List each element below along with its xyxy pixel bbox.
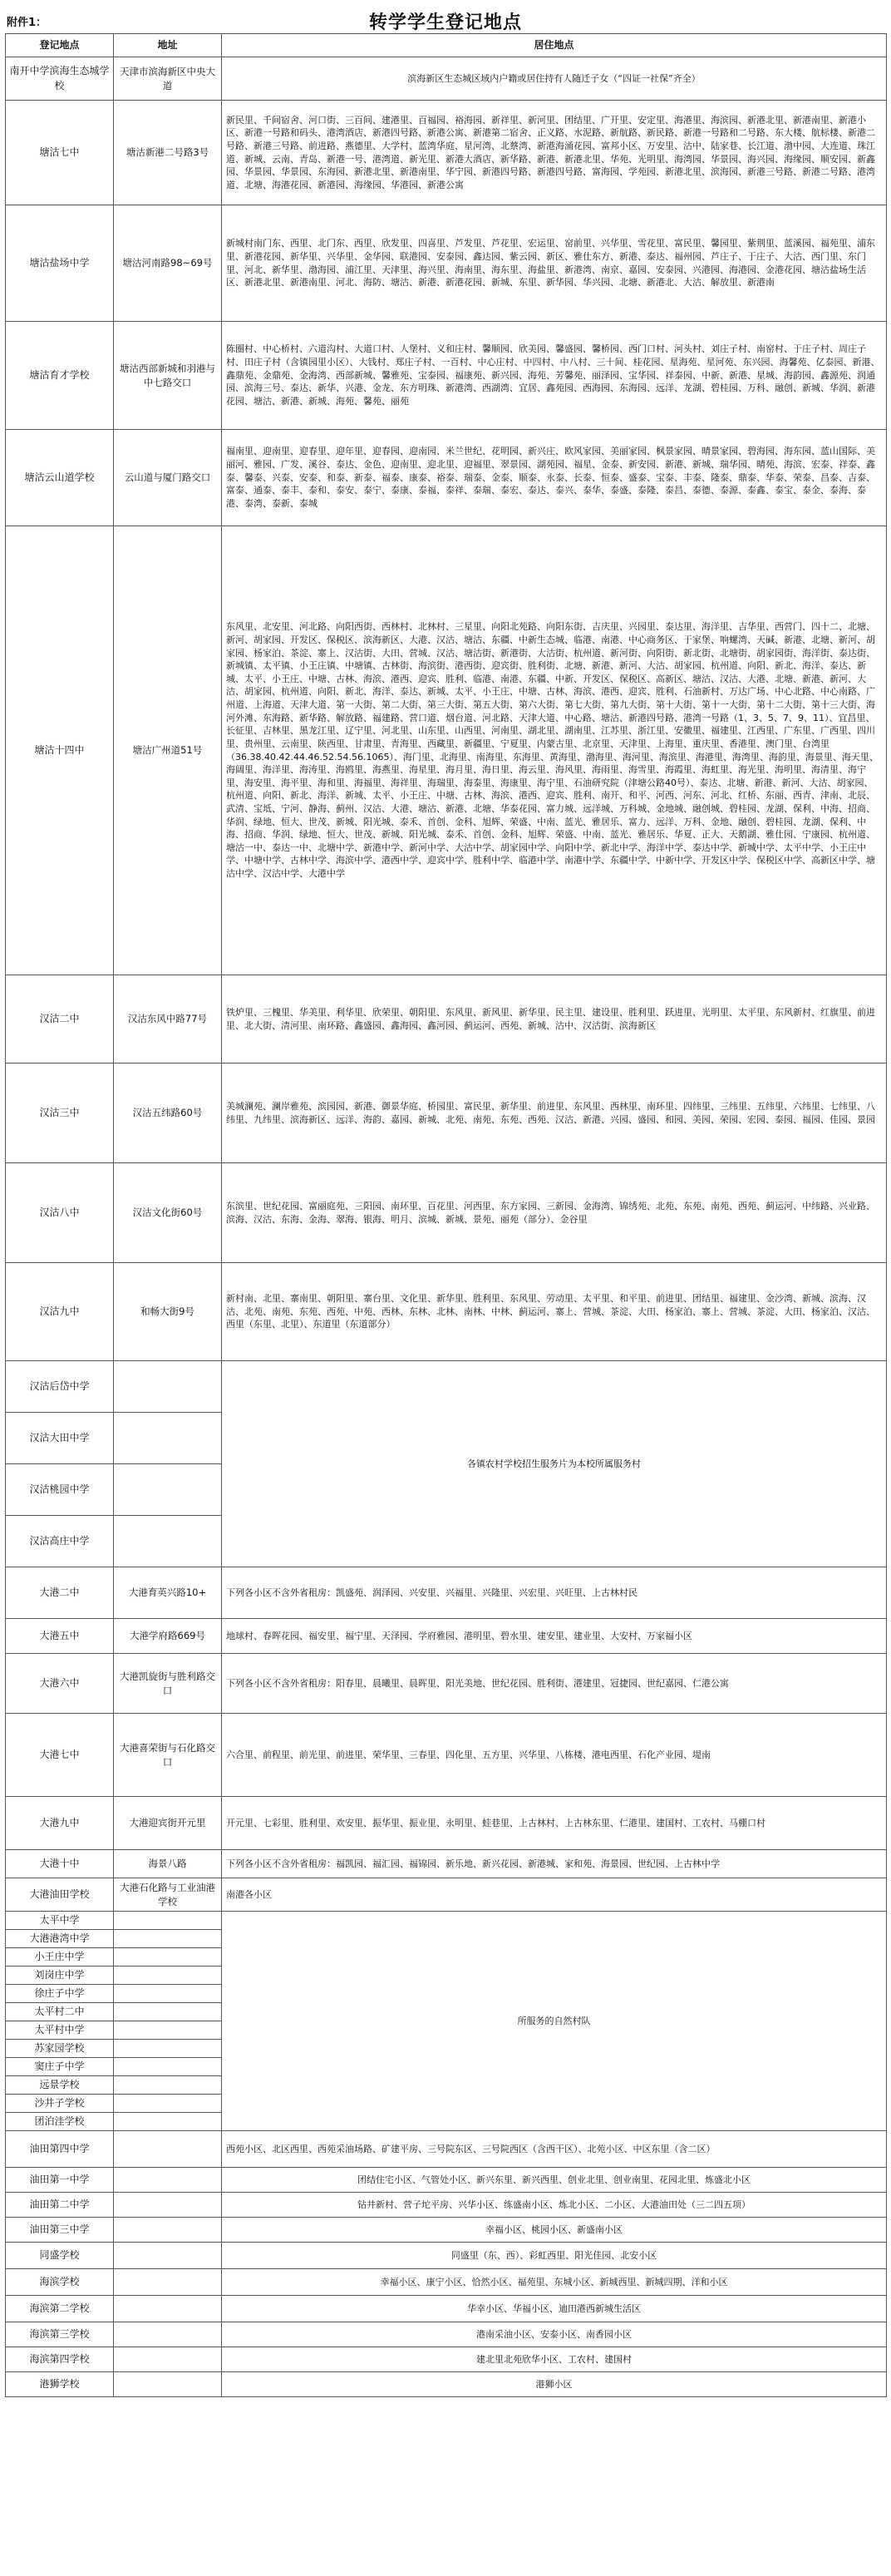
table-row bbox=[6, 1714, 887, 1797]
school-name: 汉沽大田中学 bbox=[6, 1413, 114, 1464]
table-row bbox=[6, 2218, 887, 2243]
table-row bbox=[6, 1567, 887, 1619]
school-name: 汉沽桃园中学 bbox=[6, 1464, 114, 1516]
table-row bbox=[6, 1878, 887, 1912]
school-address: 大港凯旋街与胜利路交口 bbox=[114, 1654, 222, 1714]
school-address bbox=[114, 1930, 222, 1948]
school-name: 塘沽育才学校 bbox=[6, 322, 114, 430]
school-name: 窦庄子中学 bbox=[6, 2058, 114, 2076]
school-address: 塘沽河南路98~69号 bbox=[114, 205, 222, 322]
school-address bbox=[114, 2095, 222, 2113]
school-address bbox=[114, 1948, 222, 1967]
residence-areas: 钻井新村、营子坨平房、兴华小区、练盛南小区、炼北小区、二小区、大港油田处（三二四五项） bbox=[222, 2193, 887, 2218]
table-row bbox=[6, 1263, 887, 1361]
table-row bbox=[6, 205, 887, 322]
school-name: 海滨学校 bbox=[6, 2269, 114, 2296]
table-row bbox=[6, 1619, 887, 1654]
school-address bbox=[114, 2296, 222, 2322]
residence-areas: 滨海新区生态城区域内户籍或居住持有人随迁子女（“四证一社保”齐全） bbox=[222, 57, 887, 101]
school-address bbox=[114, 2269, 222, 2296]
school-name: 海滨第二学校 bbox=[6, 2296, 114, 2322]
column-header-address: 地址 bbox=[114, 34, 222, 57]
residence-areas: 下列各小区不含外省租房：阳春里、晨曦里、晨晖里、阳光美地、世纪花园、胜利街、港建里、冠捷园、世纪嘉园、仁港公寓 bbox=[222, 1654, 887, 1714]
table-row bbox=[6, 2193, 887, 2218]
school-address: 和畅大街9号 bbox=[114, 1263, 222, 1361]
school-address: 海景八路 bbox=[114, 1850, 222, 1878]
school-address: 汉沽五纬路60号 bbox=[114, 1063, 222, 1163]
residence-areas: 幸福小区、桃园小区、新盛南小区 bbox=[222, 2218, 887, 2243]
school-address: 塘沽新港二号路3号 bbox=[114, 101, 222, 205]
service-area-group-villages: 所服务的自然村队 bbox=[222, 1912, 887, 2131]
school-name: 太平村二中 bbox=[6, 2003, 114, 2021]
school-name: 大港五中 bbox=[6, 1619, 114, 1654]
school-name: 团泊洼学校 bbox=[6, 2113, 114, 2131]
school-name: 塘沽云山道学校 bbox=[6, 430, 114, 526]
school-address bbox=[114, 2058, 222, 2076]
column-header-areas: 居住地点 bbox=[222, 34, 887, 57]
school-name: 塘沽七中 bbox=[6, 101, 114, 205]
residence-areas: 新村南、北里、寨南里、朝阳里、寨台里、文化里、新华里、胜利里、东风里、劳动里、太平里、和平里、前进里、团结里、福建里、金沙湾、新城、滨海、汉沽、北苑、南苑、东苑、西苑、中苑、西林、东林、北林、南林、中林、蓟运河、寨上、营城、茶淀、大田、杨家泊、寨上、营城、茶淀、大田、杨家泊、汉沽、西里（东里、北里）、东道里（东道部分） bbox=[222, 1263, 887, 1361]
residence-areas: 下列各小区不含外省租房：福凯园、福汇园、福锦园、新乐地、新兴花园、新港城、家和苑、海景园、世纪园、上古林中学 bbox=[222, 1850, 887, 1878]
residence-areas: 地球村、春晖花园、福安里、福宁里、天泽园、学府雅园、港明里、碧水里、建安里、建业里、大安村、万家福小区 bbox=[222, 1619, 887, 1654]
school-name: 油田第二中学 bbox=[6, 2193, 114, 2218]
school-address bbox=[114, 2113, 222, 2131]
table-row bbox=[6, 2131, 887, 2168]
school-address bbox=[114, 2218, 222, 2243]
school-address: 塘沽西部新城和羽港与中七路交口 bbox=[114, 322, 222, 430]
residence-areas: 同盛里（东、西）、彩虹西里、阳光佳园、北安小区 bbox=[222, 2243, 887, 2269]
table-row bbox=[6, 2296, 887, 2322]
school-name: 汉沽二中 bbox=[6, 975, 114, 1063]
school-name: 太平中学 bbox=[6, 1912, 114, 1930]
school-address bbox=[114, 2131, 222, 2168]
school-address: 汉沽东风中路77号 bbox=[114, 975, 222, 1063]
table-row bbox=[6, 1361, 887, 1413]
school-address bbox=[114, 2193, 222, 2218]
school-address: 云山道与厦门路交口 bbox=[114, 430, 222, 526]
table-row bbox=[6, 1850, 887, 1878]
school-name: 塘沽盐场中学 bbox=[6, 205, 114, 322]
residence-areas: 陈圈村、中心桥村、六道沟村、大道口村、人堡村、义和庄村、馨顺园、欣美园、馨盛园、馨桥园、西门口村、河头村、刘庄子村、南窑村、于庄子村、周庄子村、田庄子村（含镇园里小区）、大钱村、郑庄子村、一百村、中心庄村、中四村、中八村、三十间、桂花园、星海苑、星河苑、东兴园、海馨苑、亿泰园、新港、鑫鼎苑、金鼎苑、金海湾、西部新城、馨雅苑、宝泰园、福康苑、新兴园、海苑、芳馨苑、丽泽园、宝华园、祥泰园、中新、新港、星城、海韵园、鑫源苑、润通园、滨海三号、泰达、新华、兴港、金龙、东方明珠、新港湾、西湖湾、宜居、鑫苑园、西海园、东海园、远洋、龙湖、碧桂园、万科、融创、新城、华润、新港花园、塘沽、新港、新城、海苑、馨苑、丽苑 bbox=[222, 322, 887, 430]
school-address bbox=[114, 2168, 222, 2193]
school-address: 大港学府路669号 bbox=[114, 1619, 222, 1654]
residence-areas-text: 下列各小区不含外省租房：凯盛苑、润泽园、兴安里、兴福里、兴隆里、兴宏里、兴旺里、上古林村民 bbox=[226, 1587, 637, 1598]
school-address bbox=[114, 2076, 222, 2095]
school-name: 大港六中 bbox=[6, 1654, 114, 1714]
school-name: 大港港湾中学 bbox=[6, 1930, 114, 1948]
residence-areas: 幸福小区、康宁小区、恰然小区、福苑里、东城小区、新城西里、新城四期、洋和小区 bbox=[222, 2269, 887, 2296]
residence-areas: 建北里北苑欣华小区、工农村、建国村 bbox=[222, 2347, 887, 2372]
school-name: 海滨第四学校 bbox=[6, 2347, 114, 2372]
residence-areas: 新民里、千间宿舍、河口街、三百间、建港里、百福园、裕海园、新祥里、新河里、团结里、广开里、安定里、海港里、海滨园、新港北里、新港南里、新港小区、新港一号路和码头、港湾酒店、新港四号路、新港公寓、新港第二宿舍、正义路、水泥路、新航路、新民路、新港一号路和二号路、东大楼、航标楼、新港二号路、新港三号路、前进路、燕德里、大学村、蓝湾华庭、星河湾、北蔡湾、新港海涌花园、富邦小区、万安里、沽中、陆家巷、长江道、渤中园、大连道、珠江道、新城、云南、青岛、新港一号、港湾道、新光里、新港大酒店、新华路、新港、新港北里、华苑、光明里、海湾园、华景园、海兴园、海缘园、顺安园、新鑫园、华景园、华景园、东海园、新港北里、新港南里、华宁园、新港四号路、新港四号路、富海园、学苑园、新港北里、滨海园、新港三号路、新港二号路、港湾道、北塘、海港花园、新港园、海缘园、华港园、新港公寓 bbox=[222, 101, 887, 205]
residence-areas: 新城村南门东、西里、北门东、西里、欣发里、四喜里、芦发里、芦花里、宏运里、窑前里、兴华里、雪花里、富民里、馨园里、紫荆里、蓝溪园、福苑里、浦东里、新港花园、新华里、兴华里、金华园、联港园、安泰园、鑫达园、紫云园、新区、雅仕东方、新港、泰达、福州园、芦庄子、于庄子、大沽、西门里、东门里、河北、新华里、渤海园、浦江里、天津里、海兴里、海南里、海东里、海盐里、新港湾、南京、嘉园、安泰园、兴港园、海港园、金港花园、塘沽盐场生活区、新港北里、新港南里、河北、海防、塘沽、新港、新港花园、新城、东里、新华园、华兴园、北塘、新港北、大沽、解放里、新港南 bbox=[222, 205, 887, 322]
residence-areas: 开元里、七彩里、胜利里、欢安里、振华里、振业里、永明里、蛙巷里、上古林村、上古林东里、仁港里、建国村、工农村、马棚口村 bbox=[222, 1797, 887, 1850]
school-address: 大港石化路与工业油港学校 bbox=[114, 1878, 222, 1912]
residence-areas: 华幸小区、华福小区、迪田港西新城生活区 bbox=[222, 2296, 887, 2322]
school-address: 天津市滨海新区中央大道 bbox=[114, 57, 222, 101]
school-name: 大港二中 bbox=[6, 1567, 114, 1619]
school-address bbox=[114, 1464, 222, 1516]
service-area-group-rural: 各镇农村学校招生服务片为本校所属服务村 bbox=[222, 1361, 887, 1567]
table-row bbox=[6, 1654, 887, 1714]
residence-areas: 福南里、迎南里、迎春里、迎年里、迎春园、迎南园、米兰世纪、花明园、新兴庄、欧风家园、美丽家园、枫景家园、晴景家园、碧海园、海东园、蓝山国际、美丽河、雅园、广发、溪谷、泰达、金色、迎南里、迎北里、迎福里、翠景园、湖苑园、福星、金泰、新安园、新港、新城、瑞华园、晴苑、海滨、宏泰、祥泰、鑫泰、馨泰、兴泰、安泰、和泰、新泰、福泰、康泰、裕泰、瑞泰、金泰、顺泰、永泰、长泰、恒泰、盛泰、宝泰、丰泰、隆泰、鼎泰、华泰、荣泰、昌泰、吉泰、富泰、通泰、泰丰、泰和、泰安、泰宁、泰康、泰福、泰祥、泰瑞、泰宏、泰达、泰兴、泰华、泰盛、泰隆、泰昌、泰德、泰源、泰鑫、泰宝、泰金、泰海、泰港、泰湾、泰新、泰城 bbox=[222, 430, 887, 526]
table-row bbox=[6, 57, 887, 101]
school-address bbox=[114, 2040, 222, 2058]
school-name: 南开中学滨海生态城学校 bbox=[6, 57, 114, 101]
school-address bbox=[114, 2322, 222, 2347]
table-row bbox=[6, 2269, 887, 2296]
school-address bbox=[114, 2003, 222, 2021]
school-name: 同盛学校 bbox=[6, 2243, 114, 2269]
school-address bbox=[114, 2243, 222, 2269]
table-row bbox=[6, 1797, 887, 1850]
school-address: 大港迎宾街开元里 bbox=[114, 1797, 222, 1850]
school-name: 海滨第三学校 bbox=[6, 2322, 114, 2347]
document-title: 转学学生登记地点 bbox=[368, 12, 522, 33]
table-row bbox=[6, 975, 887, 1063]
school-name: 小王庄中学 bbox=[6, 1948, 114, 1967]
attachment-label: 附件1： bbox=[7, 17, 47, 29]
school-address bbox=[114, 2347, 222, 2372]
school-name: 大港十中 bbox=[6, 1850, 114, 1878]
school-name: 汉沽八中 bbox=[6, 1163, 114, 1263]
school-address: 大港喜荣街与石化路交口 bbox=[114, 1714, 222, 1797]
residence-areas: 南港各小区 bbox=[222, 1878, 887, 1912]
school-address: 塘沽广州道51号 bbox=[114, 526, 222, 975]
school-address bbox=[114, 1912, 222, 1930]
school-name: 油田第四中学 bbox=[6, 2131, 114, 2168]
school-name: 汉沽后岱中学 bbox=[6, 1361, 114, 1413]
school-address bbox=[114, 1361, 222, 1413]
residence-areas: 港南采油小区、安泰小区、南香园小区 bbox=[222, 2322, 887, 2347]
school-address: 大港育英兴路10+ bbox=[114, 1567, 222, 1619]
residence-areas: 东风里、北安里、河北路、向阳西街、西林村、北林村、三星里、向阳北苑路、向阳东街、吉庆里、兴园里、泰达里、海洋里、吉华里、西营门、四十二、北塘、新河、胡家园、开发区、保税区、滨海新区、大港、汉沽、塘沽、东疆、中新生态城、临港、南港、中心商务区、于家堡、响螺湾、天碱、新港、北塘、新河、胡家园、杨家泊、茶淀、寨上、汉沽街、大田、营城、汉沽、塘沽街、新港街、大沽街、杭州道、新河街、向阳街、新北街、北塘街、胡家园街、海洋街、泰达街、新城镇、太平镇、小王庄镇、中塘镇、古林街、海滨街、港西街、迎宾街、胜利街、北塘、新港、新河、大沽、胡家园、杭州道、向阳、新北、海洋、泰达、新城、太平、小王庄、中塘、古林、海滨、港西、迎宾、胜利、临港、南港、东疆、中新、开发区、保税区、高新区、塘沽、汉沽、大港、北塘、新港、新河、大沽、胡家园、杭州道、向阳、新北、海洋、泰达、新城、太平、小王庄、中塘、古林、海滨、港西、迎宾、胜利、石油新村、万达广场、中心北路、中心南路、广州道、上海道、天津大道、第一大街、第二大街、第三大街、第五大街、第六大街、第七大街、第九大街、第十大街、第十一大街、第十二大街、第十三大街、海河外滩、东海路、新华路、解放路、福建路、营口道、烟台道、河北路、天津大道、中心路、塘沽、新港四号路、港湾一号路（1、3、5、7、9、11）、宜昌里、长征里、吉林里、黑龙江里、辽宁里、河北里、山东里、山西里、河南里、湖北里、湖南里、江苏里、浙江里、安徽里、福建里、江西里、广东里、广西里、四川里、贵州里、云南里、陕西里、甘肃里、青海里、西藏里、新疆里、宁夏里、内蒙古里、北京里、天津里、上海里、重庆里、香港里、澳门里、台湾里（36.38.40.42.44.46.52.54.56.1065）、海门里、北海里、南海里、东海里、黄海里、渤海里、海河里、海滨里、海港里、海湾里、海韵里、海景里、海天里、海阔里、海洋里、海涛里、海鸥里、海燕里、海星里、海月里、海日里、海云里、海风里、海雨里、海雪里、海霞里、海虹里、海光里、海明里、海清里、海宁里、海安里、海平里、海和里、海福里、海祥里、海瑞里、海泰里、海康里、海宁里、石油研究院（津塘公路40号）、泰达、北塘、新港、新河、大沽、胡家园、杭州道、向阳、新北、海洋、新城、太平、小王庄、中塘、古林、海滨、港西、迎宾、胜利、南开、和平、河西、河东、河北、红桥、东丽、西青、津南、北辰、武清、宝坻、宁河、静海、蓟州、汉沽、大港、塘沽、新港、北塘、华泰花园、富力城、远洋城、万科城、金地城、融创城、碧桂园、龙湖、保利、中海、招商、华润、绿地、恒大、世茂、新城、阳光城、泰禾、首创、金科、旭辉、荣盛、中南、蓝光、雅居乐、富力、远洋、万科、金地、融创、碧桂园、龙湖、保利、中海、招商、华润、绿地、恒大、世茂、新城、阳光城、泰禾、首创、金科、旭辉、荣盛、中南、蓝光、雅居乐、华夏、正大、天鹅湖、雅仕园、宁康园、杭州道、塘沽一中、泰达一中、北塘中学、新港中学、新河中学、大沽中学、胡家园中学、向阳中学、新北中学、海洋中学、泰达中学、新城中学、太平中学、小王庄中学、中塘中学、古林中学、海滨中学、港西中学、迎宾中学、胜利中学、临港中学、南港中学、东疆中学、中新中学、开发区中学、保税区中学、高新区中学、塘沽中学、汉沽中学、大港中学 bbox=[222, 526, 887, 975]
school-address bbox=[114, 1413, 222, 1464]
school-name: 汉沽高庄中学 bbox=[6, 1516, 114, 1567]
school-address bbox=[114, 1985, 222, 2003]
school-address bbox=[114, 2372, 222, 2397]
school-name: 刘岗庄中学 bbox=[6, 1967, 114, 1985]
school-name: 远景学校 bbox=[6, 2076, 114, 2095]
table-row bbox=[6, 322, 887, 430]
table-header-row bbox=[6, 34, 887, 57]
school-name: 港狮学校 bbox=[6, 2372, 114, 2397]
residence-areas: 六合里、前程里、前光里、前进里、荣华里、三春里、四化里、五方里、兴华里、八栋楼、港电西里、石化产业园、堤南 bbox=[222, 1714, 887, 1797]
table-row bbox=[6, 1063, 887, 1163]
school-name: 大港油田学校 bbox=[6, 1878, 114, 1912]
residence-areas: 美城澜苑、澜岸雅苑、滨园园、新港、御景华庭、桥园里、富民里、新华里、前进里、东风里、西林里、南环里、四纬里、三纬里、五纬里、六纬里、七纬里、八纬里、九纬里、滨海新区、远洋、海韵、嘉园、新城、北苑、南苑、东苑、西苑、汉沽、新港、兴园、盛园、和园、美园、荣园、宏园、泰园、福园、佳园、景园 bbox=[222, 1063, 887, 1163]
table-row bbox=[6, 2322, 887, 2347]
residence-areas: 铁炉里、三槐里、华美里、利华里、欣荣里、朝阳里、东风里、新风里、新华里、民主里、建设里、胜利里、跃进里、光明里、太平里、东风新村、红旗里、前进里、北大街、清河里、南环路、鑫盛园、鑫海园、鑫河园、蓟运河、西苑、新城、沽中、汉沽街、滨海新区 bbox=[222, 975, 887, 1063]
school-address bbox=[114, 1967, 222, 1985]
table-row bbox=[6, 526, 887, 975]
school-name: 大港七中 bbox=[6, 1714, 114, 1797]
header bbox=[5, 5, 886, 33]
school-name: 徐庄子中学 bbox=[6, 1985, 114, 2003]
school-name: 塘沽十四中 bbox=[6, 526, 114, 975]
school-name: 沙井子学校 bbox=[6, 2095, 114, 2113]
school-name: 汉沽三中 bbox=[6, 1063, 114, 1163]
residence-areas bbox=[222, 1567, 887, 1619]
school-address bbox=[114, 1516, 222, 1567]
residence-areas: 团结住宅小区、气管处小区、新兴东里、新兴西里、创业北里、创业南里、花园北里、炼盛北小区 bbox=[222, 2168, 887, 2193]
school-name: 汉沽九中 bbox=[6, 1263, 114, 1361]
school-name: 油田第一中学 bbox=[6, 2168, 114, 2193]
registration-table bbox=[5, 33, 887, 2397]
column-header-school: 登记地点 bbox=[6, 34, 114, 57]
residence-areas: 港狮小区 bbox=[222, 2372, 887, 2397]
school-name: 大港九中 bbox=[6, 1797, 114, 1850]
school-address: 汉沽文化街60号 bbox=[114, 1163, 222, 1263]
school-name: 油田第三中学 bbox=[6, 2218, 114, 2243]
table-row bbox=[6, 2168, 887, 2193]
table-row bbox=[6, 2372, 887, 2397]
school-address bbox=[114, 2021, 222, 2040]
table-row bbox=[6, 2347, 887, 2372]
table-row bbox=[6, 101, 887, 205]
residence-areas: 西苑小区、北区西里、西苑采油场路、矿建平房、三号院东区、三号院西区（含西干区）、北苑小区、中区东里（含二区） bbox=[222, 2131, 887, 2168]
table-row bbox=[6, 1912, 887, 1930]
table-row bbox=[6, 2243, 887, 2269]
table-row bbox=[6, 1163, 887, 1263]
table-row bbox=[6, 430, 887, 526]
residence-areas: 东滨里、世纪花园、富丽庭苑、三阳园、南环里、百花里、河西里、东方家园、三新园、金海湾、锦绣苑、北苑、东苑、南苑、西苑、蓟运河、中纬路、兴业路、滨海、汉沽、东海、金海、翠海、银海、明月、滨城、新城、景苑、丽苑（部分）、金谷里 bbox=[222, 1163, 887, 1263]
school-name: 苏家园学校 bbox=[6, 2040, 114, 2058]
school-name: 太平村中学 bbox=[6, 2021, 114, 2040]
